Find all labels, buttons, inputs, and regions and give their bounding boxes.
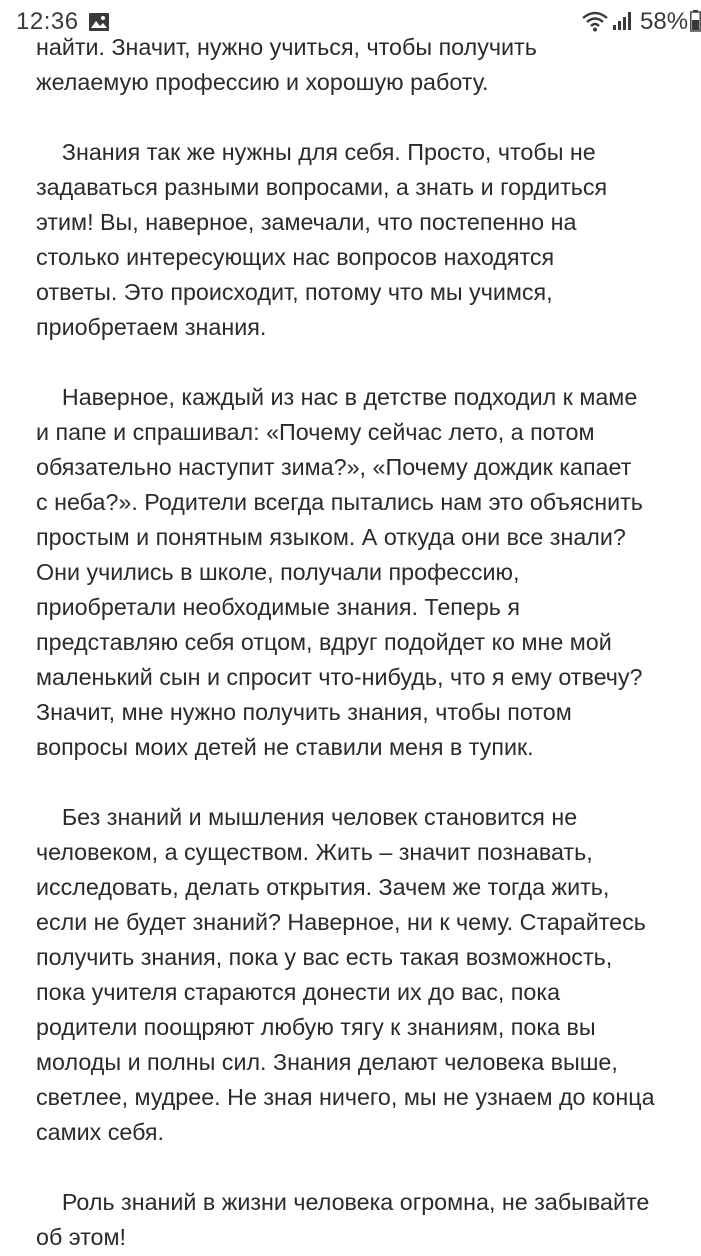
battery-percentage: 58%: [640, 8, 689, 35]
status-bar: [0, 0, 701, 44]
text-line: найти. Значит, нужно учиться, чтобы получить: [36, 34, 537, 60]
article-text: [36, 30, 696, 1255]
battery-icon: [690, 10, 701, 32]
text-line: приобретаем знания.: [36, 314, 267, 340]
text-line: Значит, мне нужно получить знания, чтобы потом: [36, 699, 572, 725]
text-line: желаемую профессию и хорошую работу.: [36, 69, 489, 95]
text-line: Знания так же нужны для себя. Просто, чтобы не: [36, 139, 596, 165]
text-line: этим! Вы, наверное, замечали, что постепенно на: [36, 209, 577, 235]
text-line: представляю себя отцом, вдруг подойдет ко мне мой: [36, 629, 612, 655]
text-line: маленький сын и спросит что-нибудь, что я ему отвечу?: [36, 664, 643, 690]
text-line: если не будет знаний? Наверное, ни к чему. Старайтесь: [36, 909, 646, 935]
paragraph: [36, 135, 696, 345]
status-time: 12:36: [16, 8, 79, 35]
text-line: исследовать, делать открытия. Зачем же тогда жить,: [36, 874, 610, 900]
text-line: ответы. Это происходит, потому что мы учимся,: [36, 279, 553, 305]
text-line: задаваться разными вопросами, а знать и гордиться: [36, 174, 608, 200]
text-line: молоды и полны сил. Знания делают человека выше,: [36, 1049, 618, 1075]
text-line: Без знаний и мышления человек становится не: [36, 804, 578, 830]
text-line: столько интересующих нас вопросов находятся: [36, 244, 555, 270]
text-line: вопросы моих детей не ставили меня в тупик.: [36, 734, 534, 760]
text-line: получить знания, пока у вас есть такая возможность,: [36, 944, 613, 970]
text-line: Они учились в школе, получали профессию,: [36, 559, 520, 585]
signal-icon: [612, 11, 634, 31]
gallery-icon: [88, 12, 110, 32]
text-line: самих себя.: [36, 1119, 165, 1145]
paragraph: [36, 1185, 696, 1255]
text-line: Роль знаний в жизни человека огромна, не забывайте: [36, 1189, 650, 1215]
text-line: пока учителя стараются донести их до вас, пока: [36, 979, 561, 1005]
text-line: человеком, а существом. Жить – значит познавать,: [36, 839, 593, 865]
text-line: родители поощряют любую тягу к знаниям, пока вы: [36, 1014, 596, 1040]
text-line: обязательно наступит зима?», «Почему дождик капает: [36, 454, 632, 480]
text-line: простым и понятным языком. А откуда они все знали?: [36, 524, 626, 550]
text-line: светлее, мудрее. Не зная ничего, мы не узнаем до конца: [36, 1084, 655, 1110]
wifi-icon: [581, 10, 609, 32]
text-line: Наверное, каждый из нас в детстве подходил к маме: [36, 384, 638, 410]
text-line: с неба?». Родители всегда пытались нам это объяснить: [36, 489, 643, 515]
paragraph: [36, 800, 696, 1150]
text-line: приобретали необходимые знания. Теперь я: [36, 594, 521, 620]
text-line: и папе и спрашивал: «Почему сейчас лето, а потом: [36, 419, 595, 445]
text-line: об этом!: [36, 1224, 127, 1250]
paragraph: [36, 380, 696, 765]
